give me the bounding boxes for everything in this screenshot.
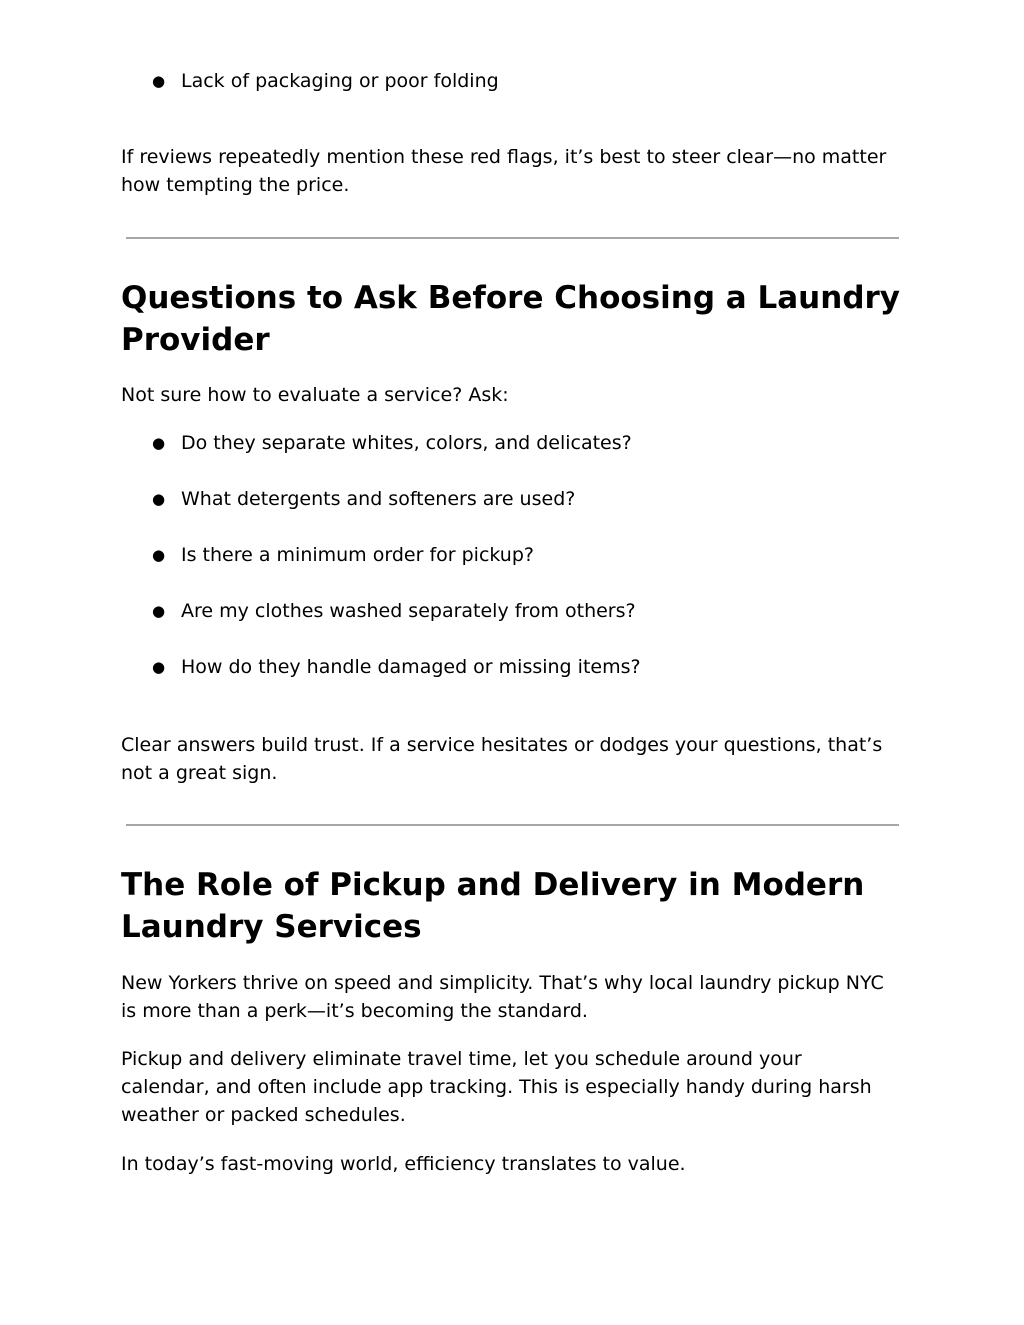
list-item [121,597,641,625]
list-item-text: Lack of packaging or poor folding [181,70,499,92]
list-item-text: Are my clothes washed separately from others? [181,600,636,622]
section-divider [126,237,899,239]
bullet-icon: ● [152,658,166,676]
questions-list [121,429,641,681]
bullet-icon: ● [152,602,166,620]
list-item [121,429,641,457]
bullet-icon: ● [152,490,166,508]
list-item [121,67,499,95]
list-item [121,485,641,513]
pickup-paragraph: New Yorkers thrive on speed and simplicity. That’s why local laundry pickup NYC is more than a perk—it’s becoming the standard. [121,972,884,1022]
bullet-icon: ● [152,72,166,90]
questions-intro: Not sure how to evaluate a service? Ask: [121,384,509,406]
top-bullet-list [121,67,499,95]
questions-closing-paragraph: Clear answers build trust. If a service hesitates or dodges your questions, that’s not a great sign. [121,734,883,784]
list-item-text: How do they handle damaged or missing items? [181,656,641,678]
list-item [121,653,641,681]
section-divider [126,824,899,826]
list-item-text: Is there a minimum order for pickup? [181,544,534,566]
bullet-icon: ● [152,434,166,452]
list-item-text: What detergents and softeners are used? [181,488,576,510]
list-item-text: Do they separate whites, colors, and delicates? [181,432,632,454]
list-item [121,541,641,569]
pickup-paragraph: Pickup and delivery eliminate travel time, let you schedule around your calendar, and often include app tracking. This is especially handy during harsh weather or packed schedules. [121,1048,872,1126]
red-flags-paragraph: If reviews repeatedly mention these red flags, it’s best to steer clear—no matter how tempting the price. [121,146,887,196]
section-heading-questions: Questions to Ask Before Choosing a Laundry Provider [121,280,901,358]
bullet-icon: ● [152,546,166,564]
pickup-paragraph: In today’s fast-moving world, efficiency translates to value. [121,1153,686,1175]
section-heading-pickup: The Role of Pickup and Delivery in Modern Laundry Services [121,867,865,945]
